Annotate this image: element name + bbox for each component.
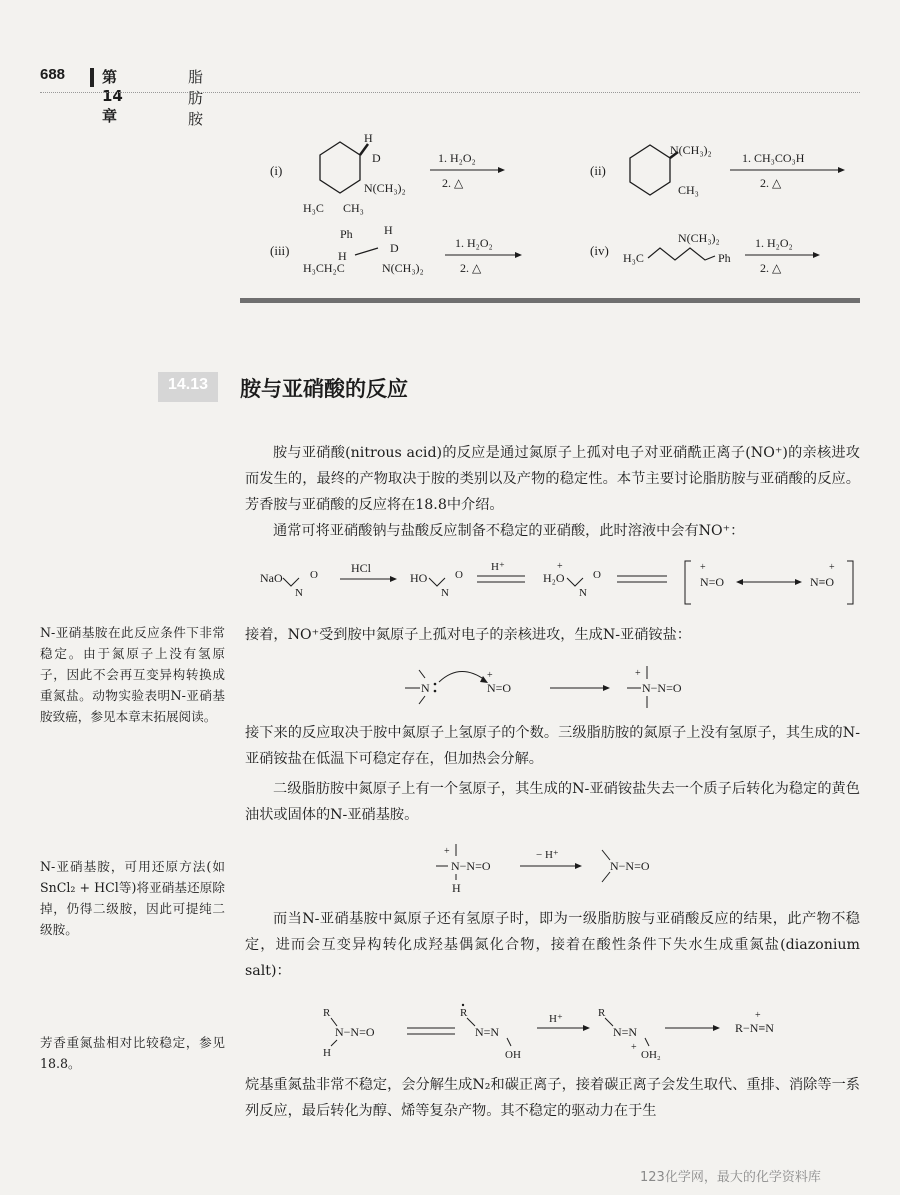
- atom-h3c: H₃C: [303, 201, 324, 215]
- bond: [283, 578, 299, 586]
- arrow-head: [603, 685, 610, 691]
- problem-iii-label: (iii): [270, 243, 290, 258]
- arrow-head: [736, 579, 743, 585]
- atom-d: D: [390, 241, 399, 255]
- problem-ii-label: (ii): [590, 163, 606, 178]
- n-nitrosoammonium: N−N=O: [642, 681, 682, 695]
- cyclohexane-ring: [630, 145, 670, 195]
- chapter-title: 脂肪胺: [188, 68, 210, 128]
- paragraph-4: 接下来的反应取决于胺中氮原子上氢原子的个数。三级脂肪胺的氮原子上没有氢原子，其生成的N-亚硝铵盐在低温下可稳定存在，但加热会分解。: [245, 725, 860, 767]
- azo-group: N=N: [475, 1025, 500, 1039]
- alkyl-chain: [648, 248, 715, 260]
- atom-r: R: [598, 1007, 606, 1019]
- equation-nitrous-acid: [255, 556, 860, 610]
- header-divider-bar: [90, 68, 94, 87]
- bond: [602, 850, 610, 860]
- header-dotted-rule: [40, 92, 860, 93]
- reagent-h-plus: H⁺: [491, 561, 505, 573]
- atom-nme2: N(CH₃)₂: [364, 181, 406, 195]
- sidenote-2: N-亚硝基胺，可用还原方法(如SnCl₂ + HCl等)将亚硝基还原除掉，仍得二级胺，因此可提纯二级胺。: [40, 859, 225, 937]
- atom-n: N: [579, 587, 587, 599]
- problem-iv-label: (iv): [590, 243, 609, 258]
- oxonium: OH₂: [641, 1049, 661, 1061]
- diazonium-salt: R−N≡N: [735, 1021, 774, 1035]
- reagent-step1: 1. CH₃CO₃H: [742, 151, 805, 165]
- primary-nitrosamine: N−N=O: [335, 1025, 375, 1039]
- bond: [429, 578, 445, 586]
- bond: [567, 578, 583, 586]
- problem-iii: [270, 223, 522, 275]
- atom-n: N: [441, 587, 449, 599]
- arrow-head: [795, 579, 802, 585]
- equation-deprotonation: [430, 840, 690, 896]
- reagent-step2: 2. △: [760, 176, 782, 190]
- problem-i: [270, 131, 505, 215]
- arrow-head: [583, 1025, 590, 1031]
- problem-i-label: (i): [270, 163, 283, 178]
- wedge-bond: [360, 144, 368, 155]
- charge-plus: +: [631, 1042, 637, 1053]
- curved-arrow: [439, 671, 485, 682]
- atom-nme2: N(CH₃)₂: [670, 143, 712, 157]
- reagent-step2: 2. △: [760, 261, 782, 275]
- sidenote-1: N-亚硝基胺在此反应条件下非常稳定。由于氮原子上没有氢原子，因此不会再互变异构转换成重氮盐。动物实验表明N-亚硝基胺致癌，参见本章末拓展阅读。: [40, 625, 225, 724]
- equation-diazonium: [315, 1000, 800, 1062]
- bond: [331, 1040, 337, 1046]
- nitrosonium: N=O: [487, 681, 512, 695]
- bond: [602, 872, 610, 882]
- charge-plus: +: [635, 668, 641, 679]
- atom-o: O: [593, 569, 601, 581]
- bracket-left: [685, 561, 691, 604]
- problem-ii: [590, 143, 845, 197]
- paragraph-1: 胺与亚硝酸(nitrous acid)的反应是通过氮原子上孤对电子对亚硝酰正离子(NO⁺)的亲核进攻而发生的，最终的产物取决于胺的类别以及产物的稳定性。本节主要讨论脂肪胺与亚硝酸的反应。芳香胺与亚硝酸的反应将在18.8中介绍。: [245, 445, 860, 513]
- charge-plus: +: [829, 562, 835, 573]
- reagent-h-plus: H⁺: [549, 1013, 563, 1025]
- bond: [419, 670, 425, 678]
- page-number: 688: [40, 66, 66, 83]
- section-number: 14.13: [167, 376, 209, 393]
- lone-pair-dot: [434, 683, 437, 686]
- atom-o: O: [455, 569, 463, 581]
- lone-pair-dot: [434, 690, 437, 693]
- atom-n: N: [295, 587, 303, 599]
- nitrosonium-2: N≡O: [810, 575, 835, 589]
- atom-h: H: [338, 249, 347, 263]
- atom-nme2: N(CH₃)₂: [678, 231, 720, 245]
- arrow-head: [575, 863, 582, 869]
- atom-h3c: H₃C: [623, 251, 644, 265]
- atom-d: D: [372, 151, 381, 165]
- arrow-head: [713, 1025, 720, 1031]
- nitrosonium-1: N=O: [700, 575, 725, 589]
- paragraph-7: 烷基重氮盐非常不稳定，会分解生成N₂和碳正离子，接着碳正离子会发生取代、重排、消除等一系列反应，最后转化为醇、烯等复杂产物。其不稳定的驱动力在于生: [245, 1077, 860, 1119]
- paragraph-3: 接着，NO⁺受到胺中氮原子上孤对电子的亲核进攻，生成N-亚硝铵盐：: [245, 627, 691, 643]
- atom-ch3: CH₃: [343, 201, 364, 215]
- hydroxyl: OH: [505, 1049, 521, 1061]
- bond: [507, 1038, 511, 1046]
- reagent-step1: 1. H₂O₂: [755, 236, 793, 250]
- atom-h: H: [364, 131, 373, 145]
- paragraph-5: 二级脂肪胺中氮原子上有一个氢原子，其生成的N-亚硝铵盐失去一个质子后转化为稳定的黄色油状或固体的N-亚硝基胺。: [245, 781, 860, 823]
- reagent-minus-h: − H⁺: [536, 849, 559, 861]
- atom-n: N: [421, 681, 430, 695]
- bond: [355, 248, 378, 255]
- reagent-step2: 2. △: [442, 176, 464, 190]
- arrow-head: [838, 167, 845, 173]
- reagent-hcl: HCl: [351, 561, 372, 575]
- problem-structures: [260, 120, 860, 295]
- charge-plus: +: [487, 670, 493, 681]
- atom-h: H: [323, 1047, 331, 1059]
- cyclohexane-ring: [320, 142, 360, 193]
- atom-r: R: [460, 1007, 468, 1019]
- atom-ph: Ph: [718, 251, 731, 265]
- reagent-step1: 1. H₂O₂: [438, 151, 476, 165]
- chapter-number: 第14章: [102, 68, 123, 125]
- n-nitrosamine: N−N=O: [610, 859, 650, 873]
- equation-nitrosation: [395, 660, 715, 712]
- charge-plus: +: [557, 561, 563, 572]
- bond: [419, 696, 425, 704]
- paragraph-2: 通常可将亚硝酸钠与盐酸反应制备不稳定的亚硝酸，此时溶液中会有NO⁺：: [273, 523, 745, 539]
- azo-group: N=N: [613, 1025, 638, 1039]
- bond: [605, 1018, 613, 1026]
- arrow-head: [390, 576, 397, 582]
- sodium-nitrite: NaO: [260, 571, 283, 585]
- atom-r: R: [323, 1007, 331, 1019]
- arrow-head: [813, 252, 820, 258]
- bond: [467, 1018, 475, 1026]
- atom-ch3: CH₃: [678, 183, 699, 197]
- arrow-head: [498, 167, 505, 173]
- atom-h: H: [452, 881, 461, 895]
- sidenote-3: 芳香重氮盐相对比较稳定，参见18.8。: [40, 1035, 225, 1071]
- reagent-step1: 1. H₂O₂: [455, 236, 493, 250]
- atom-h: H: [384, 223, 393, 237]
- problem-iv: [590, 231, 820, 275]
- nitrous-acid: HO: [410, 571, 428, 585]
- lone-pair-dot: [462, 1004, 464, 1006]
- n-nitrosoammonium: N−N=O: [451, 859, 491, 873]
- atom-nme2: N(CH₃)₂: [382, 261, 424, 275]
- section-title: 胺与亚硝酸的反应: [240, 377, 408, 401]
- atom-o: O: [310, 569, 318, 581]
- bracket-right: [847, 561, 853, 604]
- charge-plus: +: [755, 1010, 761, 1021]
- footer-watermark: 123化学网，最大的化学资料库: [640, 1170, 821, 1185]
- atom-ethyl: H₃CH₂C: [303, 261, 345, 275]
- arrow-head: [515, 252, 522, 258]
- atom-ph: Ph: [340, 227, 353, 241]
- charge-plus: +: [444, 846, 450, 857]
- bond: [645, 1038, 649, 1046]
- section-divider: [240, 298, 860, 303]
- protonated-acid: H₂O: [543, 571, 565, 585]
- charge-plus: +: [700, 562, 706, 573]
- reagent-step2: 2. △: [460, 261, 482, 275]
- paragraph-6: 而当N-亚硝基胺中氮原子还有氢原子时，即为一级脂肪胺与亚硝酸反应的结果，此产物不稳定，进而会互变异构转化成羟基偶氮化合物，接着在酸性条件下失水生成重氮盐(diazonium salt)：: [245, 911, 860, 979]
